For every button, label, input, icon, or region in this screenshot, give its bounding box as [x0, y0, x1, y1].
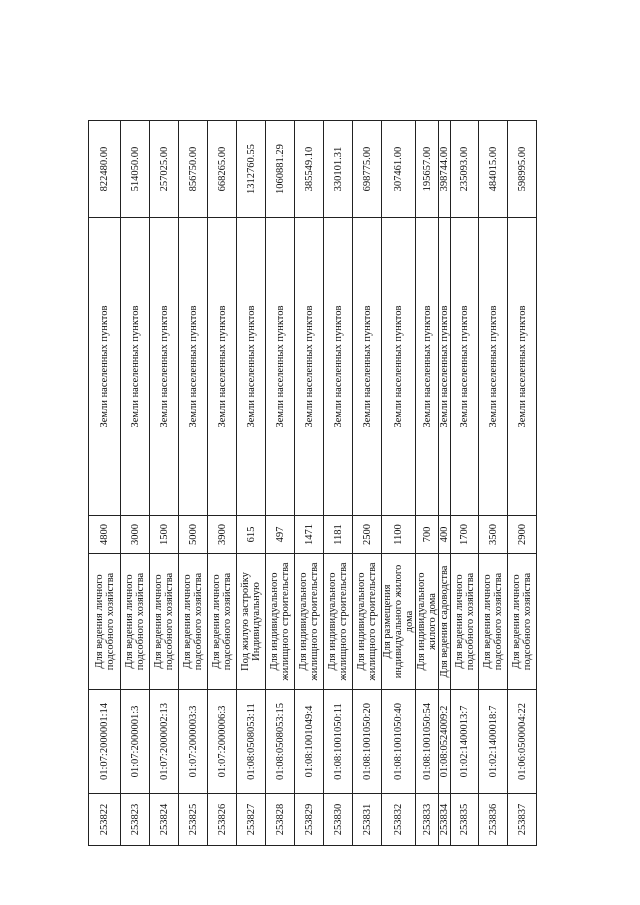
cadastral-number: 01:08:1001050:54	[416, 690, 439, 794]
cadastral-number: 01:02:1400013:7	[451, 690, 479, 794]
permitted-use: Для индивидуального жилищного строительства	[353, 554, 382, 690]
cadastral-value: 235093.00	[451, 121, 479, 218]
area: 1500	[150, 516, 179, 554]
row-number: 253835	[451, 794, 479, 846]
permitted-use: Для ведения личного подсобного хозяйства	[508, 554, 537, 690]
permitted-use: Для ведения личного подсобного хозяйства	[451, 554, 479, 690]
land-category: Земли населенных пунктов	[382, 218, 416, 516]
area: 400	[439, 516, 451, 554]
cadastral-value: 385549.10	[295, 121, 324, 218]
row-number: 253837	[508, 794, 537, 846]
cadastral-value: 598995.00	[508, 121, 537, 218]
row-number: 253832	[382, 794, 416, 846]
area: 1700	[451, 516, 479, 554]
row-number: 253830	[324, 794, 353, 846]
land-category: Земли населенных пунктов	[295, 218, 324, 516]
cadastral-number: 01:07:2000006:3	[208, 690, 237, 794]
cadastral-number: 01:07:2000002:13	[150, 690, 179, 794]
table-row	[416, 121, 439, 846]
cadastral-number: 01:07:2000001:3	[121, 690, 150, 794]
cadastral-number: 01:08:1001049:4	[295, 690, 324, 794]
permitted-use: Для ведения личного подсобного хозяйства	[121, 554, 150, 690]
permitted-use: Для ведения личного подсобного хозяйства	[479, 554, 508, 690]
table-row	[266, 121, 295, 846]
land-category: Земли населенных пунктов	[179, 218, 208, 516]
land-category: Земли населенных пунктов	[266, 218, 295, 516]
land-category: Земли населенных пунктов	[508, 218, 537, 516]
row-number: 253823	[121, 794, 150, 846]
permitted-use: Для ведения личного подсобного хозяйства	[208, 554, 237, 690]
land-category: Земли населенных пунктов	[121, 218, 150, 516]
table-row	[451, 121, 479, 846]
area: 1181	[324, 516, 353, 554]
row-number: 253827	[237, 794, 266, 846]
area: 2900	[508, 516, 537, 554]
table-row	[324, 121, 353, 846]
table-row	[179, 121, 208, 846]
area: 5000	[179, 516, 208, 554]
land-parcels-table	[88, 120, 537, 846]
land-category: Земли населенных пунктов	[439, 218, 451, 516]
row-number: 253825	[179, 794, 208, 846]
rotated-table-page	[88, 121, 534, 846]
land-category: Земли населенных пунктов	[324, 218, 353, 516]
area: 3000	[121, 516, 150, 554]
table-row	[382, 121, 416, 846]
area: 497	[266, 516, 295, 554]
table-row	[295, 121, 324, 846]
row-number: 253829	[295, 794, 324, 846]
permitted-use: Для индивидуального жилищного строительства	[266, 554, 295, 690]
land-category: Земли населенных пунктов	[479, 218, 508, 516]
cadastral-value: 307461.00	[382, 121, 416, 218]
land-category: Земли населенных пунктов	[416, 218, 439, 516]
land-category: Земли населенных пунктов	[237, 218, 266, 516]
table-row	[237, 121, 266, 846]
area: 1100	[382, 516, 416, 554]
permitted-use: Для индивидуального жилищного строительства	[295, 554, 324, 690]
cadastral-value: 1312760.55	[237, 121, 266, 218]
table-row	[353, 121, 382, 846]
cadastral-number: 01:07:2000001:14	[89, 690, 121, 794]
row-number: 253828	[266, 794, 295, 846]
cadastral-number: 01:08:0524009:2	[439, 690, 451, 794]
cadastral-number: 01:08:1001050:20	[353, 690, 382, 794]
permitted-use: Для ведения личного подсобного хозяйства	[89, 554, 121, 690]
row-number: 253824	[150, 794, 179, 846]
cadastral-number: 01:08:1001050:11	[324, 690, 353, 794]
area: 700	[416, 516, 439, 554]
cadastral-value: 822480.00	[89, 121, 121, 218]
row-number: 253831	[353, 794, 382, 846]
land-category: Земли населенных пунктов	[353, 218, 382, 516]
cadastral-number: 01:07:2000003:3	[179, 690, 208, 794]
permitted-use: Для ведения личного подсобного хозяйства	[179, 554, 208, 690]
cadastral-value: 698775.00	[353, 121, 382, 218]
area: 615	[237, 516, 266, 554]
permitted-use: Для индивидуального жилого дома	[416, 554, 439, 690]
permitted-use: Для ведения садоводства	[439, 554, 451, 690]
cadastral-number: 01:08:0508053:15	[266, 690, 295, 794]
area: 2500	[353, 516, 382, 554]
land-category: Земли населенных пунктов	[208, 218, 237, 516]
row-number: 253822	[89, 794, 121, 846]
cadastral-number: 01:02:1400018:7	[479, 690, 508, 794]
cadastral-number: 01:08:0508053:11	[237, 690, 266, 794]
cadastral-value: 1060881.29	[266, 121, 295, 218]
row-number: 253834	[439, 794, 451, 846]
cadastral-value: 257025.00	[150, 121, 179, 218]
permitted-use: Для размещения индивидуального жилого дома	[382, 554, 416, 690]
area: 1471	[295, 516, 324, 554]
table-row	[150, 121, 179, 846]
table-row	[439, 121, 451, 846]
cadastral-number: 01:06:0500004:22	[508, 690, 537, 794]
table-row	[208, 121, 237, 846]
cadastral-value: 856750.00	[179, 121, 208, 218]
table-row	[508, 121, 537, 846]
row-number: 253833	[416, 794, 439, 846]
cadastral-value: 195657.00	[416, 121, 439, 218]
permitted-use: Для индивидуального жилищного строительства	[324, 554, 353, 690]
land-category: Земли населенных пунктов	[150, 218, 179, 516]
row-number: 253836	[479, 794, 508, 846]
area: 3500	[479, 516, 508, 554]
cadastral-value: 330101.31	[324, 121, 353, 218]
land-category: Земли населенных пунктов	[451, 218, 479, 516]
table-row	[121, 121, 150, 846]
permitted-use: Для ведения личного подсобного хозяйства	[150, 554, 179, 690]
cadastral-value: 398744.00	[439, 121, 451, 218]
row-number: 253826	[208, 794, 237, 846]
land-category: Земли населенных пунктов	[89, 218, 121, 516]
cadastral-value: 514050.00	[121, 121, 150, 218]
table-row	[479, 121, 508, 846]
permitted-use: Под жилую застройку Индивидуальную	[237, 554, 266, 690]
area: 4800	[89, 516, 121, 554]
table-row	[89, 121, 121, 846]
area: 3900	[208, 516, 237, 554]
cadastral-value: 484015.00	[479, 121, 508, 218]
cadastral-number: 01:08:1001050:40	[382, 690, 416, 794]
cadastral-value: 668265.00	[208, 121, 237, 218]
